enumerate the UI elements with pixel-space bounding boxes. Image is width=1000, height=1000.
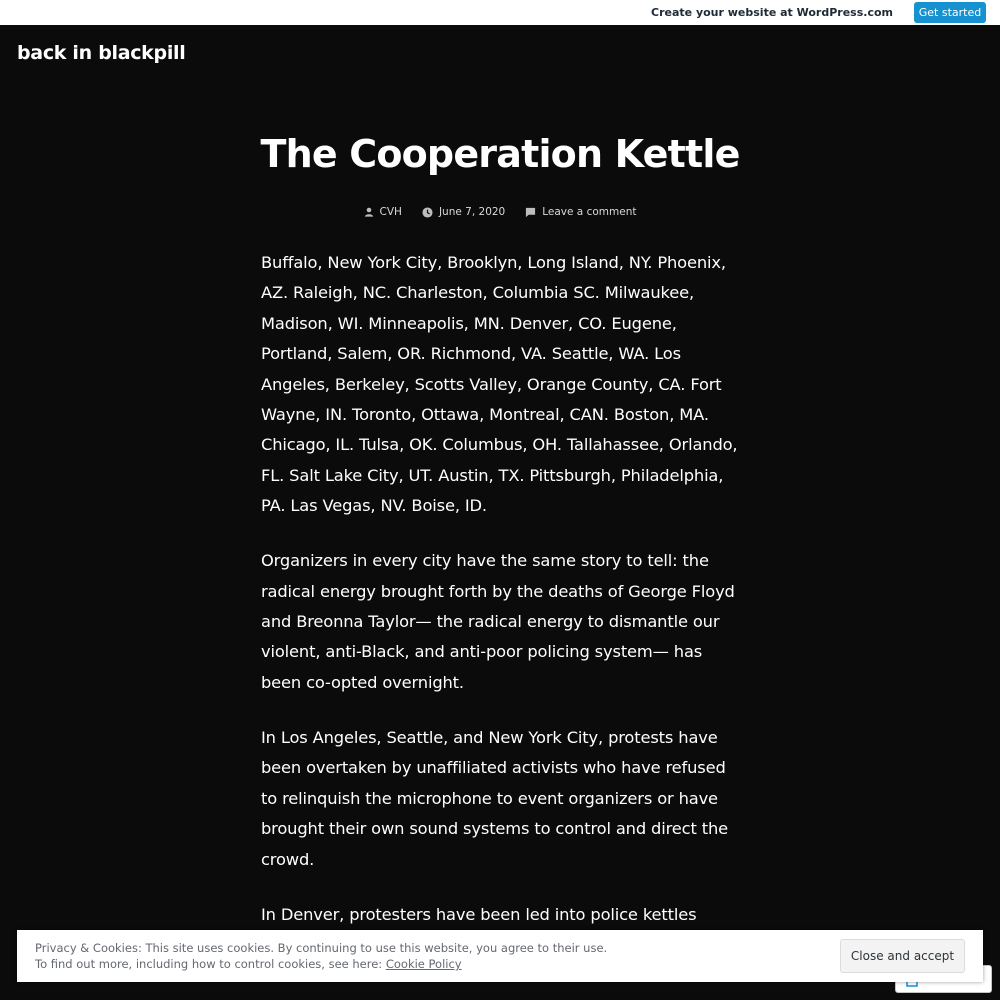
cookie-banner xyxy=(17,930,983,982)
close-and-accept-button[interactable]: Close and accept xyxy=(840,939,965,973)
post-title: The Cooperation Kettle xyxy=(260,132,740,176)
get-started-button[interactable]: Get started xyxy=(914,2,986,23)
post-content xyxy=(261,248,743,955)
comment-icon xyxy=(525,207,536,218)
cookie-notice-prefix: To find out more, including how to control cookies, see here: xyxy=(35,957,386,971)
cookie-notice-line: Privacy & Cookies: This site uses cookies. By continuing to use this website, you agree to their use. xyxy=(35,941,608,955)
create-website-link[interactable]: Create your website at WordPress.com xyxy=(651,6,893,19)
paragraph: In Los Angeles, Seattle, and New York City, protests have been overtaken by unaffiliated activists who have refused to relinquish the microphone to event organizers or have brought their own sound systems to control and direct the crowd. xyxy=(261,727,728,869)
author-link[interactable]: CVH xyxy=(379,206,402,218)
post-author xyxy=(364,206,402,218)
post-date xyxy=(422,206,505,218)
cookie-notice-line xyxy=(35,956,607,972)
site-title[interactable]: back in blackpill xyxy=(17,42,186,64)
clock-icon xyxy=(422,207,433,218)
cookie-policy-link[interactable]: Cookie Policy xyxy=(385,957,462,971)
paragraph: In Denver, protesters have been led into police kettles xyxy=(261,904,697,924)
post-comments xyxy=(525,206,636,218)
date-link[interactable]: June 7, 2020 xyxy=(438,206,506,218)
cookie-notice-text xyxy=(35,940,607,972)
leave-comment-link[interactable]: Leave a comment xyxy=(542,206,637,218)
wordpress-top-bar xyxy=(0,0,1000,25)
paragraph: Organizers in every city have the same story to tell: the radical energy brought forth by the deaths of George Floyd and Breonna Taylor— the radical energy to dismantle our violent, anti-Black, and anti-poor policing system— has been co-opted overnight. xyxy=(261,551,735,692)
post-meta xyxy=(0,206,1000,218)
paragraph: Buffalo, New York City, Brooklyn, Long Island, NY. Phoenix, AZ. Raleigh, NC. Charleston, Columbia SC. Milwaukee, Madison, WI. Minneapolis, MN. Denver, CO. Eugene, Portland, Salem, OR. Richmond, VA. Seattle, WA. Los Angeles, Berkeley, Scotts Valley, Orange County, CA. Fort Wayne, IN. Toronto, Ottawa, Montreal, CAN. Boston, MA. Chicago, IL. Tulsa, OK. Columbus, OH. Tallahassee, Orlando, FL. Salt Lake City, UT. Austin, TX. Pittsburgh, Philadelphia, PA. Las Vegas, NV. Boise, ID. xyxy=(261,253,738,516)
person-icon xyxy=(364,207,374,217)
